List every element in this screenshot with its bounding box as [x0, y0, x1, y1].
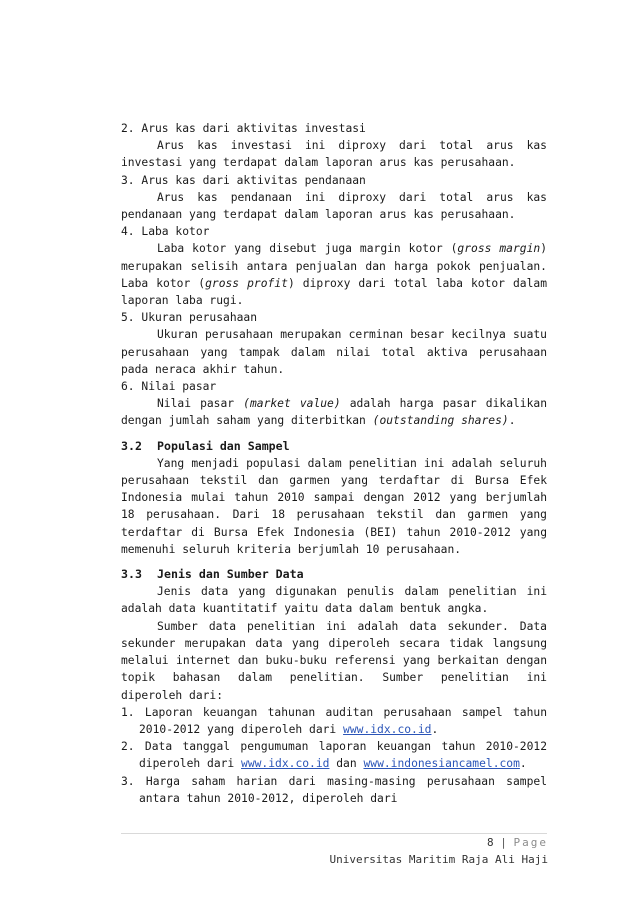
list-1-end: . — [431, 722, 439, 736]
item-6-text-a: Nilai pasar — [157, 397, 244, 411]
page-body — [121, 120, 547, 807]
item-4-gross-margin: gross margin — [457, 242, 541, 256]
page-number: 8 — [487, 836, 494, 849]
section-3-2-number: 3.2 — [121, 438, 142, 453]
item-4-title: 4. Laba kotor — [121, 225, 210, 239]
section-3-2-title: Populasi dan Sampel — [157, 438, 290, 453]
source-list-item-1 — [121, 704, 547, 738]
item-5-text: Ukuran perusahaan merupakan cerminan besar kecilnya suatu perusahaan yang tampak dalam nilai total aktiva perusahaan pada neraca akhir tahun. — [121, 328, 547, 376]
item-6-text-b: adalah harga pasar dikalikan dengan jumlah saham yang diterbitkan — [121, 397, 547, 428]
item-4-gross-profit: gross profit — [205, 276, 288, 290]
list-1-text: 1. Laporan keuangan tahunan auditan perusahaan sampel tahun 2010-2012 yang diperoleh dari — [121, 705, 547, 736]
idx-link-1[interactable]: www.idx.co.id — [343, 722, 432, 736]
item-2-title: 2. Arus kas dari aktivitas investasi — [121, 122, 366, 135]
section-3-2-heading — [121, 438, 547, 455]
item-2-text: Arus kas investasi ini diproxy dari total arus kas investasi yang terdapat dalam laporan arus kas perusahaan. — [121, 139, 547, 170]
footer-page-number — [487, 836, 548, 849]
footer-university: Universitas Maritim Raja Ali Haji — [329, 853, 548, 866]
section-3-3-para-2: Sumber data penelitian ini adalah data sekunder. Data sekunder merupakan data yang diperoleh secara tidak langsung melalui internet dan buku-buku referensi yang berkaitan dengan topik bahasan dalam penelitian. Sumber penelitian ini diperoleh dari: — [121, 619, 547, 702]
item-6-market-value: (market value) — [243, 397, 341, 411]
indonesiancamel-link[interactable]: www.indonesiancamel.com — [363, 757, 520, 771]
section-3-3-title: Jenis dan Sumber Data — [157, 567, 304, 582]
source-list-item-2 — [121, 738, 547, 772]
list-2-mid: dan — [329, 757, 364, 771]
section-3-3-heading — [121, 566, 547, 583]
item-4-text-b: ) merupakan selisih antara penjualan dan harga pokok penjualan. Laba kotor ( — [121, 242, 547, 290]
section-3-3-para-1: Jenis data yang digunakan penulis dalam penelitian ini adalah data kuantitatif yaitu data dalam bentuk angka. — [121, 585, 547, 616]
item-6-title: 6. Nilai pasar — [121, 380, 217, 394]
item-6-text-c: . — [508, 414, 516, 428]
item-6-outstanding-shares: (outstanding shares) — [372, 414, 509, 428]
idx-link-2[interactable]: www.idx.co.id — [241, 757, 330, 771]
section-3-3-number: 3.3 — [121, 567, 142, 582]
item-3-text: Arus kas pendanaan ini diproxy dari total arus kas pendanaan yang terdapat dalam laporan arus kas perusahaan. — [121, 190, 547, 222]
item-3-title: 3. Arus kas dari aktivitas pendanaan — [121, 173, 366, 187]
list-2-end: . — [519, 757, 527, 771]
page-word: Page — [513, 836, 548, 849]
page-separator: | — [500, 836, 507, 849]
source-list-item-3: 3. Harga saham harian dari masing-masing perusahaan sampel antara tahun 2010-2012, diperoleh dari — [121, 774, 547, 805]
footer-divider — [121, 833, 547, 834]
item-6-text — [121, 395, 547, 429]
item-5-title: 5. Ukuran perusahaan — [121, 311, 258, 325]
item-4-text-a: Laba kotor yang disebut juga margin kotor ( — [157, 242, 458, 256]
section-3-2-text: Yang menjadi populasi dalam penelitian ini adalah seluruh perusahaan tekstil dan garmen yang terdaftar di Bursa Efek Indonesia mulai tahun 2010 sampai dengan 2012 yang berjumlah 18 perusahaan. Dari 18 perusahaan tekstil dan garmen yang terdaftar di Bursa Efek Indonesia (BEI) tahun 2010-2012 yang memenuhi seluruh kriteria berjumlah 10 perusahaan. — [121, 456, 547, 556]
item-4-text — [121, 240, 547, 309]
list-2-text: 2. Data tanggal pengumuman laporan keuangan tahun 2010-2012 diperoleh dari — [121, 740, 547, 771]
item-4-text-c: ) diproxy dari total laba kotor dalam laporan laba rugi. — [121, 276, 547, 308]
